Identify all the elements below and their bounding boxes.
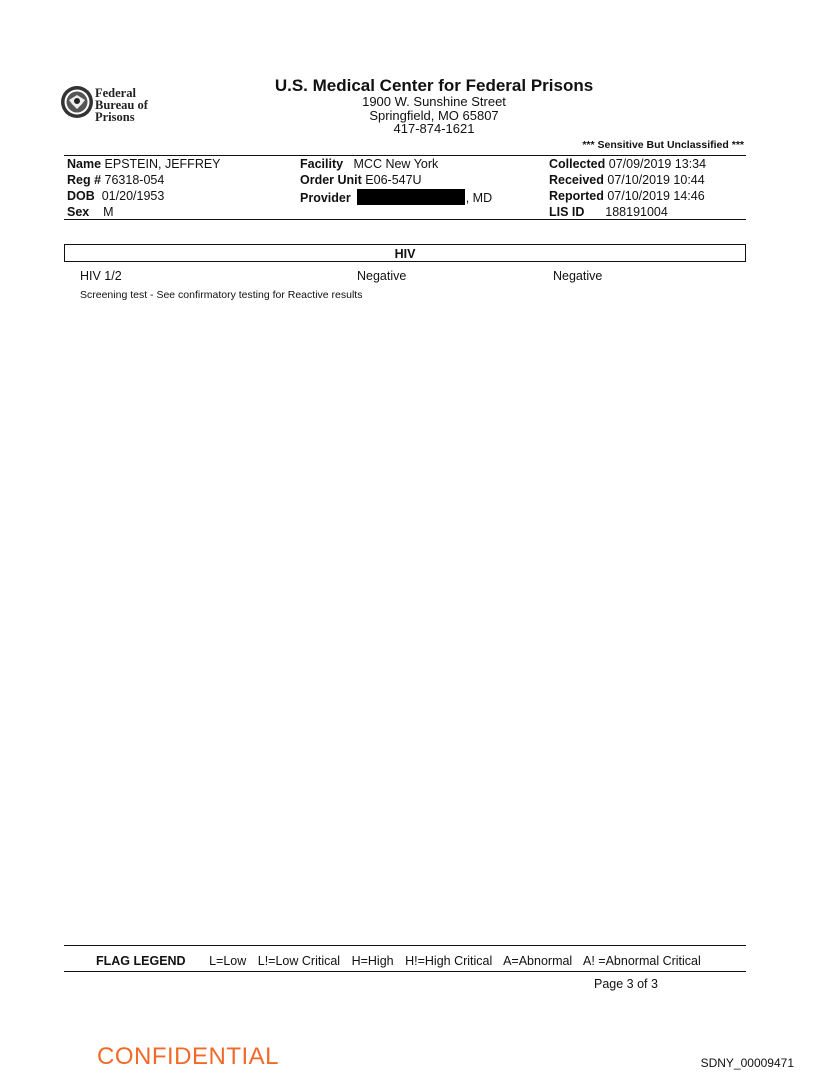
patient-reg-row (67, 173, 164, 188)
reported-value: 07/10/2019 14:46 (607, 189, 705, 203)
patient-sex-label: Sex (67, 205, 90, 219)
legend-item: A! =Abnormal Critical (583, 954, 701, 968)
collected-value: 07/09/2019 13:34 (608, 157, 707, 171)
order-unit-label: Order Unit (300, 173, 362, 187)
received-row (549, 173, 705, 188)
collected-label: Collected (549, 157, 606, 171)
facility-row (300, 157, 438, 172)
phone-number: 417-874-1621 (393, 121, 475, 136)
agency-name (95, 87, 148, 123)
patient-dob-label: DOB (67, 189, 95, 203)
patient-dob-row (67, 189, 164, 204)
patient-dob: 01/20/1953 (101, 189, 165, 203)
reported-label: Reported (549, 189, 604, 203)
patient-sex-row (67, 205, 114, 220)
order-unit-row (300, 173, 422, 188)
legend-top-rule (64, 945, 746, 946)
agency-line-3: Prisons (95, 110, 135, 124)
patient-name-row (67, 157, 221, 172)
collected-row (549, 157, 706, 172)
flag-legend (96, 954, 701, 968)
test-reference: Negative (553, 269, 603, 283)
facility-header (214, 77, 654, 136)
address-city: Springfield, MO 65807 (369, 107, 499, 123)
order-unit-value: E06-547U (365, 173, 422, 187)
lis-id-value: 188191004 (605, 205, 668, 219)
test-result: Negative (357, 269, 407, 283)
provider-name-redaction (357, 189, 465, 205)
provider-row (300, 189, 492, 206)
bop-seal-icon (60, 85, 94, 119)
legend-item: L!=Low Critical (257, 954, 341, 968)
received-label: Received (549, 173, 604, 187)
patient-info-divider (64, 219, 746, 220)
confidential-stamp: CONFIDENTIAL (97, 1043, 280, 1070)
facility-value: MCC New York (353, 157, 439, 171)
test-name: HIV 1/2 (80, 269, 122, 283)
flag-legend-label: FLAG LEGEND (96, 954, 186, 968)
reported-row (549, 189, 705, 204)
legend-item: H=High (351, 954, 394, 968)
classification-banner: *** Sensitive But Unclassified *** (582, 139, 744, 151)
bop-logo (60, 84, 180, 124)
legend-bottom-rule (64, 971, 746, 972)
patient-sex: M (103, 205, 114, 219)
provider-label: Provider (300, 191, 351, 205)
received-value: 07/10/2019 10:44 (607, 173, 705, 187)
lis-id-row (549, 205, 668, 220)
patient-reg: 76318-054 (104, 173, 165, 187)
legend-item: H!=High Critical (405, 954, 493, 968)
provider-suffix: , MD (465, 191, 493, 205)
facility-label: Facility (300, 157, 344, 171)
patient-name-label: Name (67, 157, 102, 171)
header-divider (64, 155, 746, 156)
legend-item: A=Abnormal (503, 954, 573, 968)
agency-line-1: Federal (95, 86, 136, 100)
patient-reg-label: Reg # (67, 173, 102, 187)
section-header-box (64, 244, 746, 262)
page-number: Page 3 of 3 (594, 977, 658, 991)
test-comment: Screening test - See confirmatory testing for Reactive results (80, 289, 363, 301)
agency-line-2: Bureau of (95, 98, 148, 112)
facility-title: U.S. Medical Center for Federal Prisons (274, 76, 594, 95)
legend-item: L=Low (209, 954, 247, 968)
address-street: 1900 W. Sunshine Street (362, 94, 506, 109)
section-title: HIV (394, 247, 416, 261)
lis-id-label: LIS ID (549, 205, 585, 219)
patient-name: EPSTEIN, JEFFREY (104, 157, 221, 171)
bates-number: SDNY_00009471 (700, 1056, 794, 1070)
